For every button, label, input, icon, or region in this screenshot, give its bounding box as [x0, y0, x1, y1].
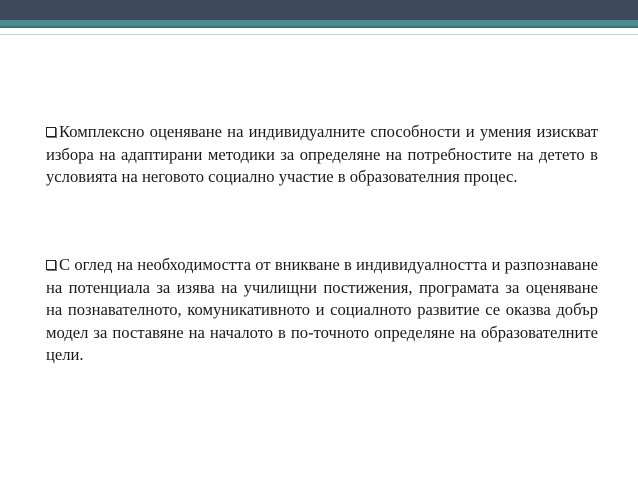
bullet-item-1: [46, 121, 598, 189]
bullet-text-line: [46, 121, 598, 189]
bullet-1-text: Комплексно оценяване на индивидуалните способности и умения изискват избора на адаптирани методики за определяне на потребностите на детето в условията на неговото социално участие в образователния процес.: [46, 122, 598, 186]
square-bullet-icon: [46, 260, 56, 270]
slide-divider-line: [0, 34, 638, 35]
square-bullet-icon: [46, 127, 56, 137]
bullet-2-text: С оглед на необходимостта от вникване в индивидуалността и разпознаване на потенциала за изява на училищни постижения, програмата за оценяване на познавателното, комуникативното и социалното развитие се оказва добър модел за поставяне на началото в по-точното определяне на образователните цели.: [46, 255, 598, 364]
slide-header-bar: [0, 0, 638, 20]
bullet-text-line: [46, 254, 598, 367]
bullet-item-2: [46, 254, 598, 367]
slide-accent-stripe: [0, 20, 638, 28]
